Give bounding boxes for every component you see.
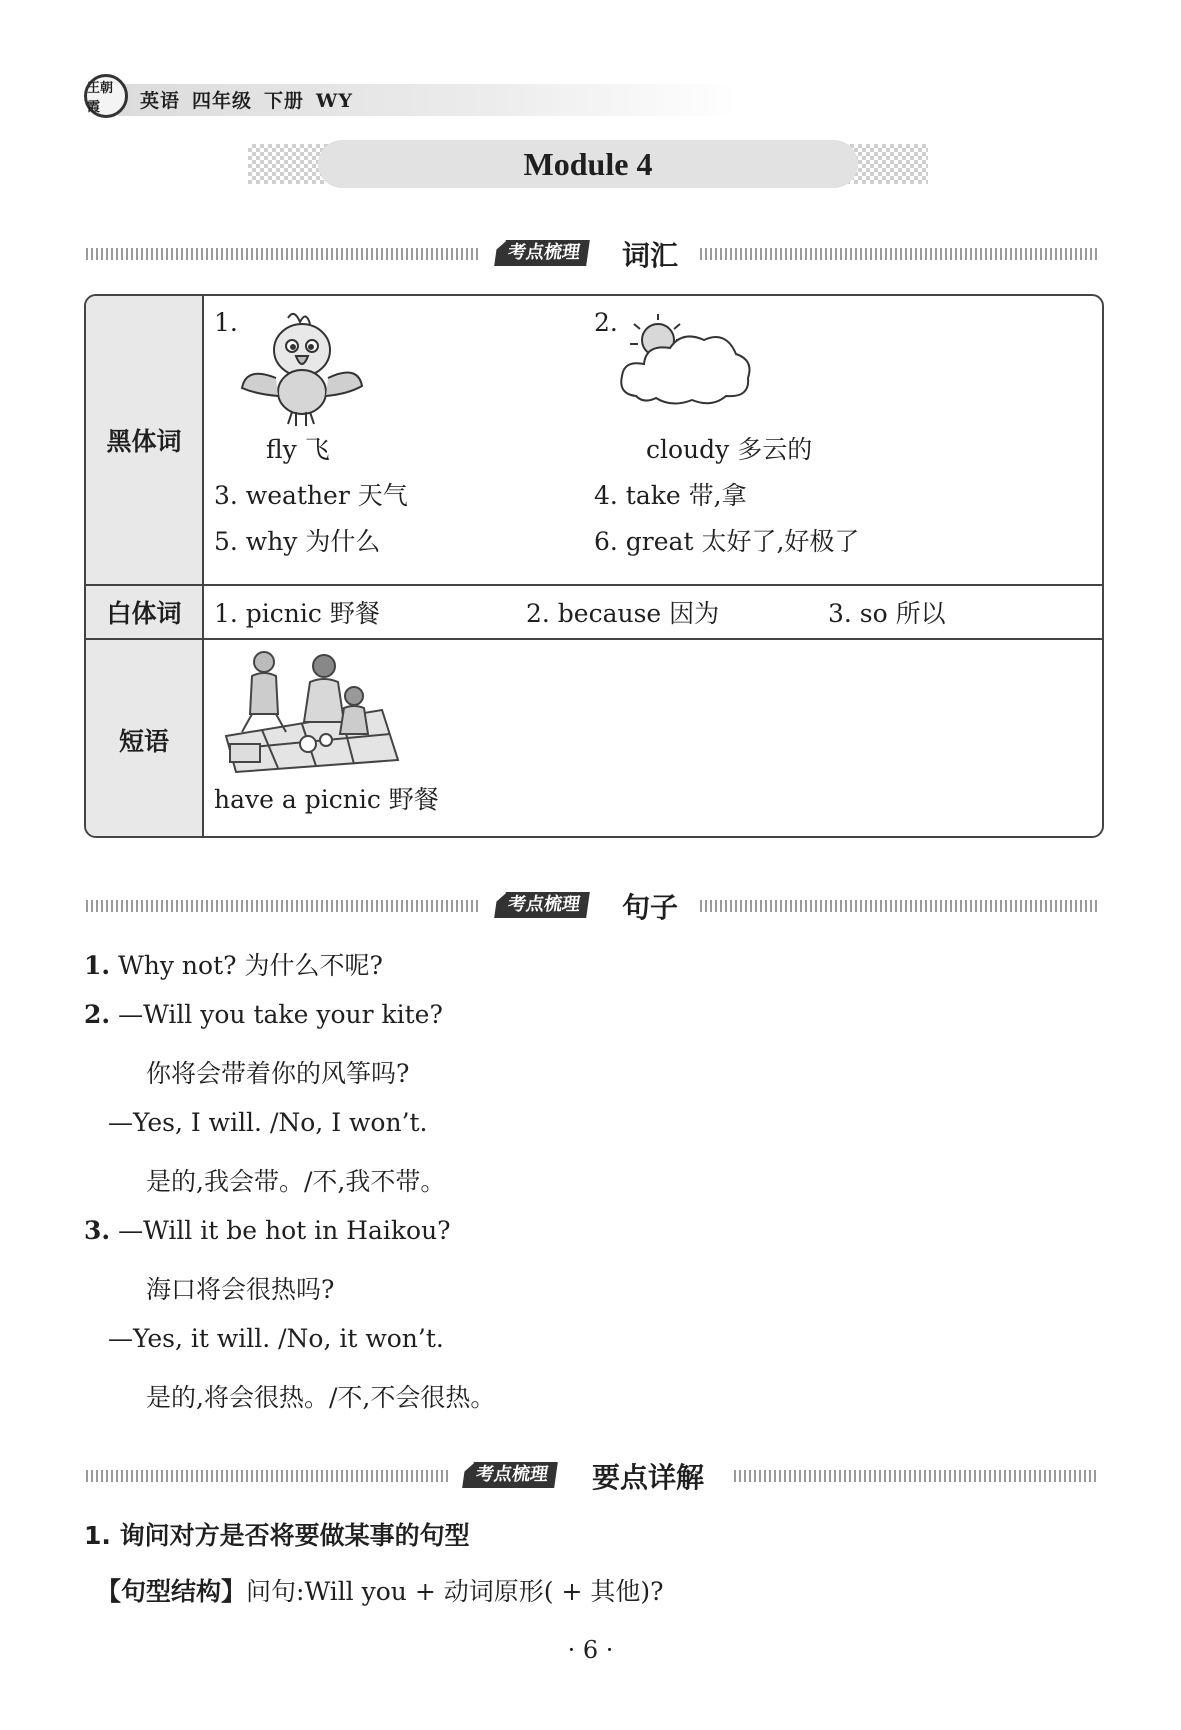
volume: 下册 (264, 90, 305, 112)
sentence-text: —Will it be hot in Haikou? (118, 1216, 451, 1245)
vocab-item-take: 4. take 带,拿 (594, 481, 747, 510)
sentence-2 (84, 1000, 443, 1029)
section-header-points (86, 1458, 1098, 1494)
section-title: 词汇 (622, 239, 679, 272)
point-title: 询问对方是否将要做某事的句型 (119, 1521, 470, 1550)
grade: 四年级 (192, 90, 253, 112)
sentence-translation: 海口将会很热吗? (146, 1275, 335, 1304)
sentence-answer-translation: 是的,我会带。/不,我不带。 (146, 1167, 446, 1196)
point-num: 1. (84, 1521, 111, 1550)
logo-text: 王朝霞 (87, 81, 114, 115)
sentence-text: —Will you take your kite? (118, 1000, 443, 1029)
structure-text: 问句:Will you + 动词原形( + 其他)? (246, 1577, 664, 1606)
sentence-answer: —Yes, it will. /No, it won’t. (108, 1324, 444, 1353)
sentence-answer-translation: 是的,将会很热。/不,不会很热。 (146, 1383, 496, 1412)
structure-label: 【句型结构】 (96, 1577, 247, 1606)
vocab-item-so: 3. so 所以 (828, 599, 946, 628)
sentence-num: 1. (84, 951, 111, 980)
row-label-plain-words: 白体词 (106, 599, 182, 628)
module-banner (248, 140, 928, 188)
vocab-num: 1. (214, 308, 238, 337)
vocab-item-weather: 3. weather 天气 (214, 481, 408, 510)
section-tag: 考点梳理 (462, 1462, 558, 1488)
sentence-text: Why not? 为什么不呢? (118, 951, 383, 980)
phrase-have-a-picnic: have a picnic 野餐 (214, 785, 439, 814)
tick-rule-right (734, 1470, 1098, 1482)
point-1-structure (96, 1572, 664, 1608)
vocab-item-picnic: 1. picnic 野餐 (214, 599, 380, 628)
tick-rule-right (700, 900, 1098, 912)
vocab-item-cloudy: cloudy 多云的 (646, 435, 813, 464)
sentence-translation: 你将会带着你的风筝吗? (146, 1059, 410, 1088)
section-title: 句子 (622, 891, 679, 924)
vocab-table (84, 294, 1104, 838)
row-divider (86, 638, 1102, 640)
vocab-item-fly: fly 飞 (266, 435, 330, 464)
sentence-answer: —Yes, I will. /No, I won’t. (108, 1108, 428, 1137)
tick-rule-left (86, 248, 478, 260)
section-header-sentences (86, 888, 1098, 924)
tick-rule-left (86, 1470, 448, 1482)
sentence-num: 2. (84, 1000, 111, 1029)
module-title: Module 4 (523, 145, 653, 182)
page-number: · 6 · (567, 1636, 614, 1664)
row-label-bold-words: 黑体词 (106, 427, 182, 456)
vocab-item-because: 2. because 因为 (526, 599, 720, 628)
sentence-num: 3. (84, 1216, 111, 1245)
point-1-title (84, 1516, 470, 1552)
family-picnic-illustration (212, 648, 402, 776)
vocab-num: 2. (594, 308, 618, 337)
section-tag: 考点梳理 (494, 892, 590, 918)
vocab-item-great: 6. great 太好了,好极了 (594, 527, 860, 556)
vocab-item-why: 5. why 为什么 (214, 527, 381, 556)
tick-rule-right (700, 248, 1098, 260)
section-header-vocab (86, 236, 1098, 272)
cloud-sun-illustration (616, 310, 756, 410)
sentence-3 (84, 1216, 451, 1245)
edition: WY (316, 90, 353, 112)
parrot-illustration (236, 306, 366, 430)
row-label-phrases: 短语 (118, 727, 169, 756)
subject: 英语 (140, 90, 181, 112)
tick-rule-left (86, 900, 478, 912)
section-title: 要点详解 (592, 1461, 705, 1494)
row-divider (86, 584, 1102, 586)
publisher-logo (84, 74, 128, 118)
sentence-1 (84, 946, 383, 982)
book-info (140, 86, 365, 113)
section-tag: 考点梳理 (494, 240, 590, 266)
